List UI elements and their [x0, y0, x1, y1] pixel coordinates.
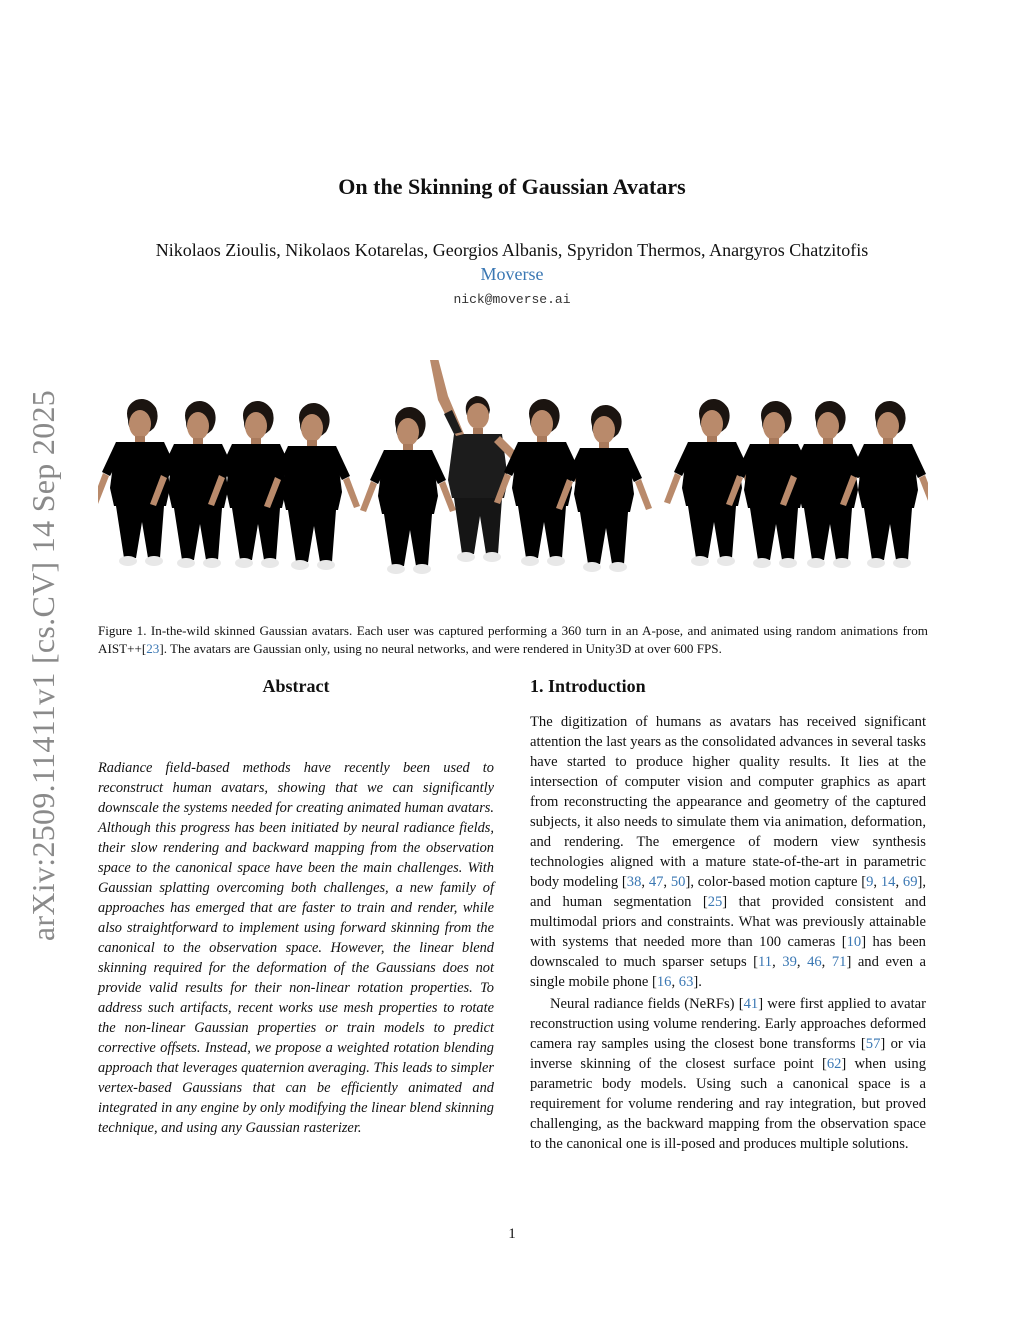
avatar-black-4: [556, 405, 652, 572]
citation-link[interactable]: 47: [648, 874, 664, 890]
contact-email[interactable]: nick@moverse.ai: [453, 292, 571, 307]
affiliation-link[interactable]: Moverse: [480, 264, 544, 284]
citation-link[interactable]: 41: [743, 996, 759, 1012]
white-shirt-avatar-group: [664, 399, 928, 568]
avatar-orange-4: [264, 403, 360, 570]
citation-link[interactable]: 46: [807, 954, 822, 970]
citation-link[interactable]: 16: [656, 974, 672, 990]
citation-link[interactable]: 14: [880, 874, 896, 890]
citation-link[interactable]: 63: [678, 974, 694, 990]
figure-caption: Figure 1. In-the-wild skinned Gaussian avatars. Each user was captured performing a 360 turn in an A-pose, and animated using random animations from AIST++[23]. The avatars are Gaussian only, using no neural networks, and were rendered in Unity3D at over 600 FPS.: [98, 623, 928, 656]
introduction-column: [530, 672, 926, 1154]
avatar-white-4: [840, 401, 928, 568]
citation-link[interactable]: 10: [846, 934, 862, 950]
arxiv-stamp-text: arXiv:2509.11411v1 [cs.CV] 14 Sep 2025: [25, 389, 62, 941]
intro-paragraph-1: The digitization of humans as avatars has received significant attention the last years as the consolidated advances in several tasks have started to produce higher quality results. It lies at the intersection of computer vision and computer graphics as apart from reconstructing the appearance and geometry of the captured subjects, it also needs to simulate them via animation, deformation, and rendering. The emergence of modern view synthesis technologies aligned with a mature state-of-the-art in parametric body modeling [38, 47, 50], color-based motion capture [9, 14, 69], and human segmentation [25] that provided consistent and multimodal priors and constraints. What was previously attainable with systems that needed more than 100 cameras [10] has been downscaled to much sparser setups [11, 39, 46, 71] and even a single mobile phone [16, 63].: [530, 714, 927, 990]
citation-link[interactable]: 57: [865, 1036, 881, 1052]
abstract-text: Radiance field-based methods have recently been used to reconstruct human avatars, showing that we can significantly downscale the systems needed for creating animated human avatars. Although this progress has been initiated by neural radiance fields, their slow rendering and backward mapping from the observation space to the canonical space have been the main challenges. With Gaussian splatting overcoming both challenges, a new family of approaches has emerged that are faster to train and render, while also straightforward to implement using forward skinning from the canonical to the observation space. However, the linear blend skinning required for the deformation of the Gaussians does not provide valid results for their non-linear rotation properties. To address such artifacts, recent works use mesh properties to rotate the non-linear Gaussian properties or train models to predict corrective offsets. Instead, we propose a weighted rotation blending approach that leverages quaternion averaging. This leads to simpler vertex-based Gaussians that can be efficiently animated and integrated in any engine by only modifying the linear blend skinning technique, and using any Gaussian rasterizer.: [98, 760, 494, 1136]
abstract-column: [98, 672, 494, 1138]
citation-link[interactable]: 38: [626, 874, 642, 890]
citation-link[interactable]: 11: [758, 954, 773, 970]
abstract-heading: Abstract: [262, 676, 330, 696]
citation-link[interactable]: 62: [826, 1056, 842, 1072]
author-list: Nikolaos Zioulis, Nikolaos Kotarelas, Georgios Albanis, Spyridon Thermos, Anargyros Chatzitofis: [155, 240, 869, 260]
citation-link[interactable]: 23: [146, 641, 160, 656]
teaser-figure: [98, 360, 928, 610]
black-shirt-avatar-group: [360, 360, 652, 574]
citation-link[interactable]: 69: [902, 874, 918, 890]
intro-paragraph-2: Neural radiance fields (NeRFs) [41] were first applied to avatar reconstruction using volume rendering. Early approaches deformed camera ray samples using the closest bone transforms [57] or via inverse skinning of the closest surface point [62] when using parametric body models. Using such a canonical space is a requirement for volume rendering and ray integration, but proved challenging, as the backward mapping from the observation space to the canonical one is ill-posed and produces multiple solutions.: [530, 996, 927, 1152]
avatar-black-1: [360, 407, 456, 574]
citation-link[interactable]: 39: [782, 954, 797, 970]
orange-shirt-avatar-group: [98, 399, 360, 570]
arxiv-stamp: [24, 370, 64, 960]
citation-link[interactable]: 9: [866, 874, 874, 890]
citation-link[interactable]: 25: [707, 894, 723, 910]
introduction-heading: 1. Introduction: [530, 676, 646, 696]
paper-title: On the Skinning of Gaussian Avatars: [338, 174, 686, 199]
page-number: 1: [508, 1226, 516, 1242]
citation-link[interactable]: 50: [670, 874, 686, 890]
avatar-figure-graphic: [98, 360, 928, 610]
citation-link[interactable]: 71: [831, 954, 847, 970]
